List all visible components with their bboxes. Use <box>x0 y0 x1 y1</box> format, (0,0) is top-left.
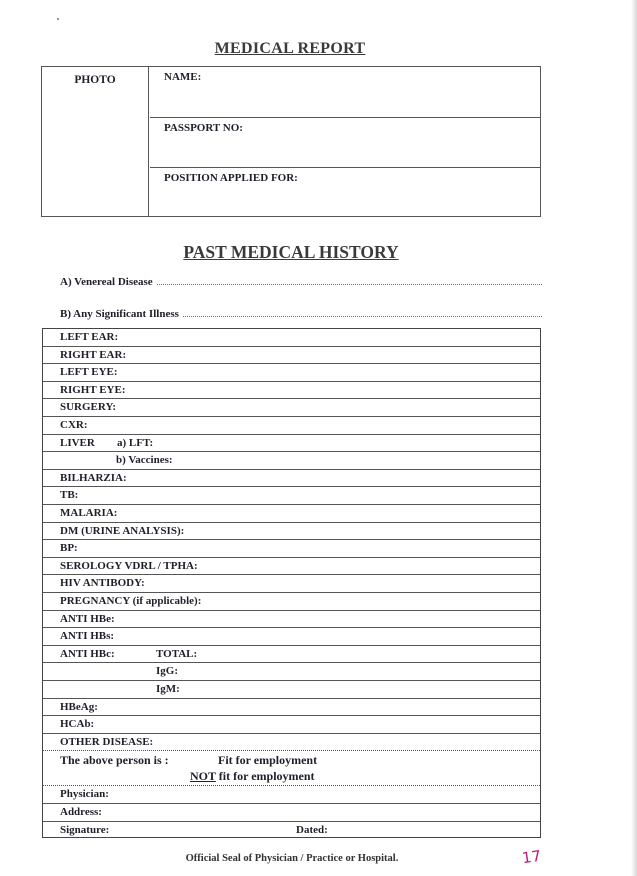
liver-label: LIVER <box>60 436 95 449</box>
venereal-disease-label: A) Venereal Disease <box>60 276 153 288</box>
row-bp[interactable] <box>43 540 540 558</box>
row-igm[interactable] <box>43 681 540 699</box>
identity-box <box>41 66 541 217</box>
row-hcab[interactable] <box>43 716 540 734</box>
surgery-label: SURGERY: <box>60 401 117 414</box>
dotted-line <box>157 283 542 285</box>
dotted-line <box>183 315 542 317</box>
other-disease-label: OTHER DISEASE: <box>60 735 154 748</box>
hcab-label: HCAb: <box>60 718 95 731</box>
row-serology[interactable] <box>43 558 540 576</box>
bilharzia-label: BILHARZIA: <box>60 471 127 484</box>
row-left-ear[interactable] <box>43 329 540 347</box>
igg-label: IgG: <box>156 665 178 678</box>
scan-mark <box>57 18 59 20</box>
total-label: TOTAL: <box>156 647 198 660</box>
not-fit-label: fit for employment <box>215 769 315 783</box>
row-anti-hbc[interactable] <box>43 646 540 664</box>
row-liver-lft[interactable] <box>43 435 540 453</box>
signature-label: Signature: <box>60 824 110 836</box>
left-eye-label: LEFT EYE: <box>60 366 118 379</box>
photo-cell[interactable] <box>42 67 149 216</box>
row-signature[interactable] <box>43 822 540 840</box>
row-malaria[interactable] <box>43 505 540 523</box>
significant-illness-line[interactable] <box>60 308 542 320</box>
fit-option[interactable]: Fit for employment <box>218 753 318 767</box>
name-field[interactable] <box>150 67 540 117</box>
dm-label: DM (URINE ANALYSIS): <box>60 524 185 537</box>
page-title: MEDICAL REPORT <box>214 40 366 57</box>
row-pregnancy[interactable] <box>43 593 540 611</box>
right-ear-label: RIGHT EAR: <box>60 348 127 361</box>
passport-field[interactable] <box>150 117 540 167</box>
row-address[interactable] <box>43 804 540 822</box>
hbeag-label: HBeAg: <box>60 700 98 713</box>
venereal-disease-line[interactable] <box>60 276 542 288</box>
address-label: Address: <box>60 806 102 818</box>
verdict-lead: The above person is : <box>60 753 169 767</box>
handwritten-page-number: 17 <box>520 846 543 868</box>
physician-label: Physician: <box>60 788 109 800</box>
row-other-disease[interactable] <box>43 734 540 752</box>
history-title: PAST MEDICAL HISTORY <box>183 242 399 262</box>
igm-label: IgM: <box>156 683 180 695</box>
employment-verdict <box>43 750 540 786</box>
row-physician[interactable] <box>43 786 540 804</box>
row-bilharzia[interactable] <box>43 470 540 488</box>
row-cxr[interactable] <box>43 417 540 435</box>
page-edge <box>631 0 637 876</box>
right-eye-label: RIGHT EYE: <box>60 383 126 396</box>
anti-hbe-label: ANTI HBe: <box>60 612 115 625</box>
row-left-eye[interactable] <box>43 364 540 382</box>
bp-label: BP: <box>60 542 78 555</box>
dated-label: Dated: <box>296 824 328 836</box>
lft-label: a) LFT: <box>117 436 154 449</box>
tb-label: TB: <box>60 489 79 502</box>
position-field[interactable] <box>150 167 540 216</box>
row-hiv[interactable] <box>43 575 540 593</box>
not-label: NOT <box>190 769 216 783</box>
anti-hbs-label: ANTI HBs: <box>60 630 115 643</box>
exam-table <box>42 328 541 838</box>
row-vaccines[interactable] <box>43 452 540 470</box>
row-tb[interactable] <box>43 487 540 505</box>
pregnancy-label: PREGNANCY (if applicable): <box>60 595 202 607</box>
position-label: POSITION APPLIED FOR: <box>164 172 298 184</box>
row-anti-hbe[interactable] <box>43 611 540 629</box>
official-seal-note: Official Seal of Physician / Practice or Hospital. <box>185 853 399 864</box>
passport-label: PASSPORT NO: <box>164 122 243 134</box>
not-fit-option[interactable] <box>190 769 315 784</box>
cxr-label: CXR: <box>60 419 88 431</box>
row-surgery[interactable] <box>43 399 540 417</box>
vaccines-label: b) Vaccines: <box>116 454 173 467</box>
name-label: NAME: <box>164 71 202 83</box>
row-hbeag[interactable] <box>43 699 540 717</box>
row-right-ear[interactable] <box>43 347 540 365</box>
malaria-label: MALARIA: <box>60 507 118 519</box>
hiv-label: HIV ANTIBODY: <box>60 577 145 590</box>
left-ear-label: LEFT EAR: <box>60 331 119 343</box>
significant-illness-label: B) Any Significant Illness <box>60 308 179 320</box>
anti-hbc-label: ANTI HBc: <box>60 647 115 660</box>
row-dm[interactable] <box>43 523 540 541</box>
serology-label: SEROLOGY VDRL / TPHA: <box>60 559 198 572</box>
photo-label: PHOTO <box>74 74 116 86</box>
row-right-eye[interactable] <box>43 382 540 400</box>
row-anti-hbs[interactable] <box>43 628 540 646</box>
row-igg[interactable] <box>43 663 540 681</box>
